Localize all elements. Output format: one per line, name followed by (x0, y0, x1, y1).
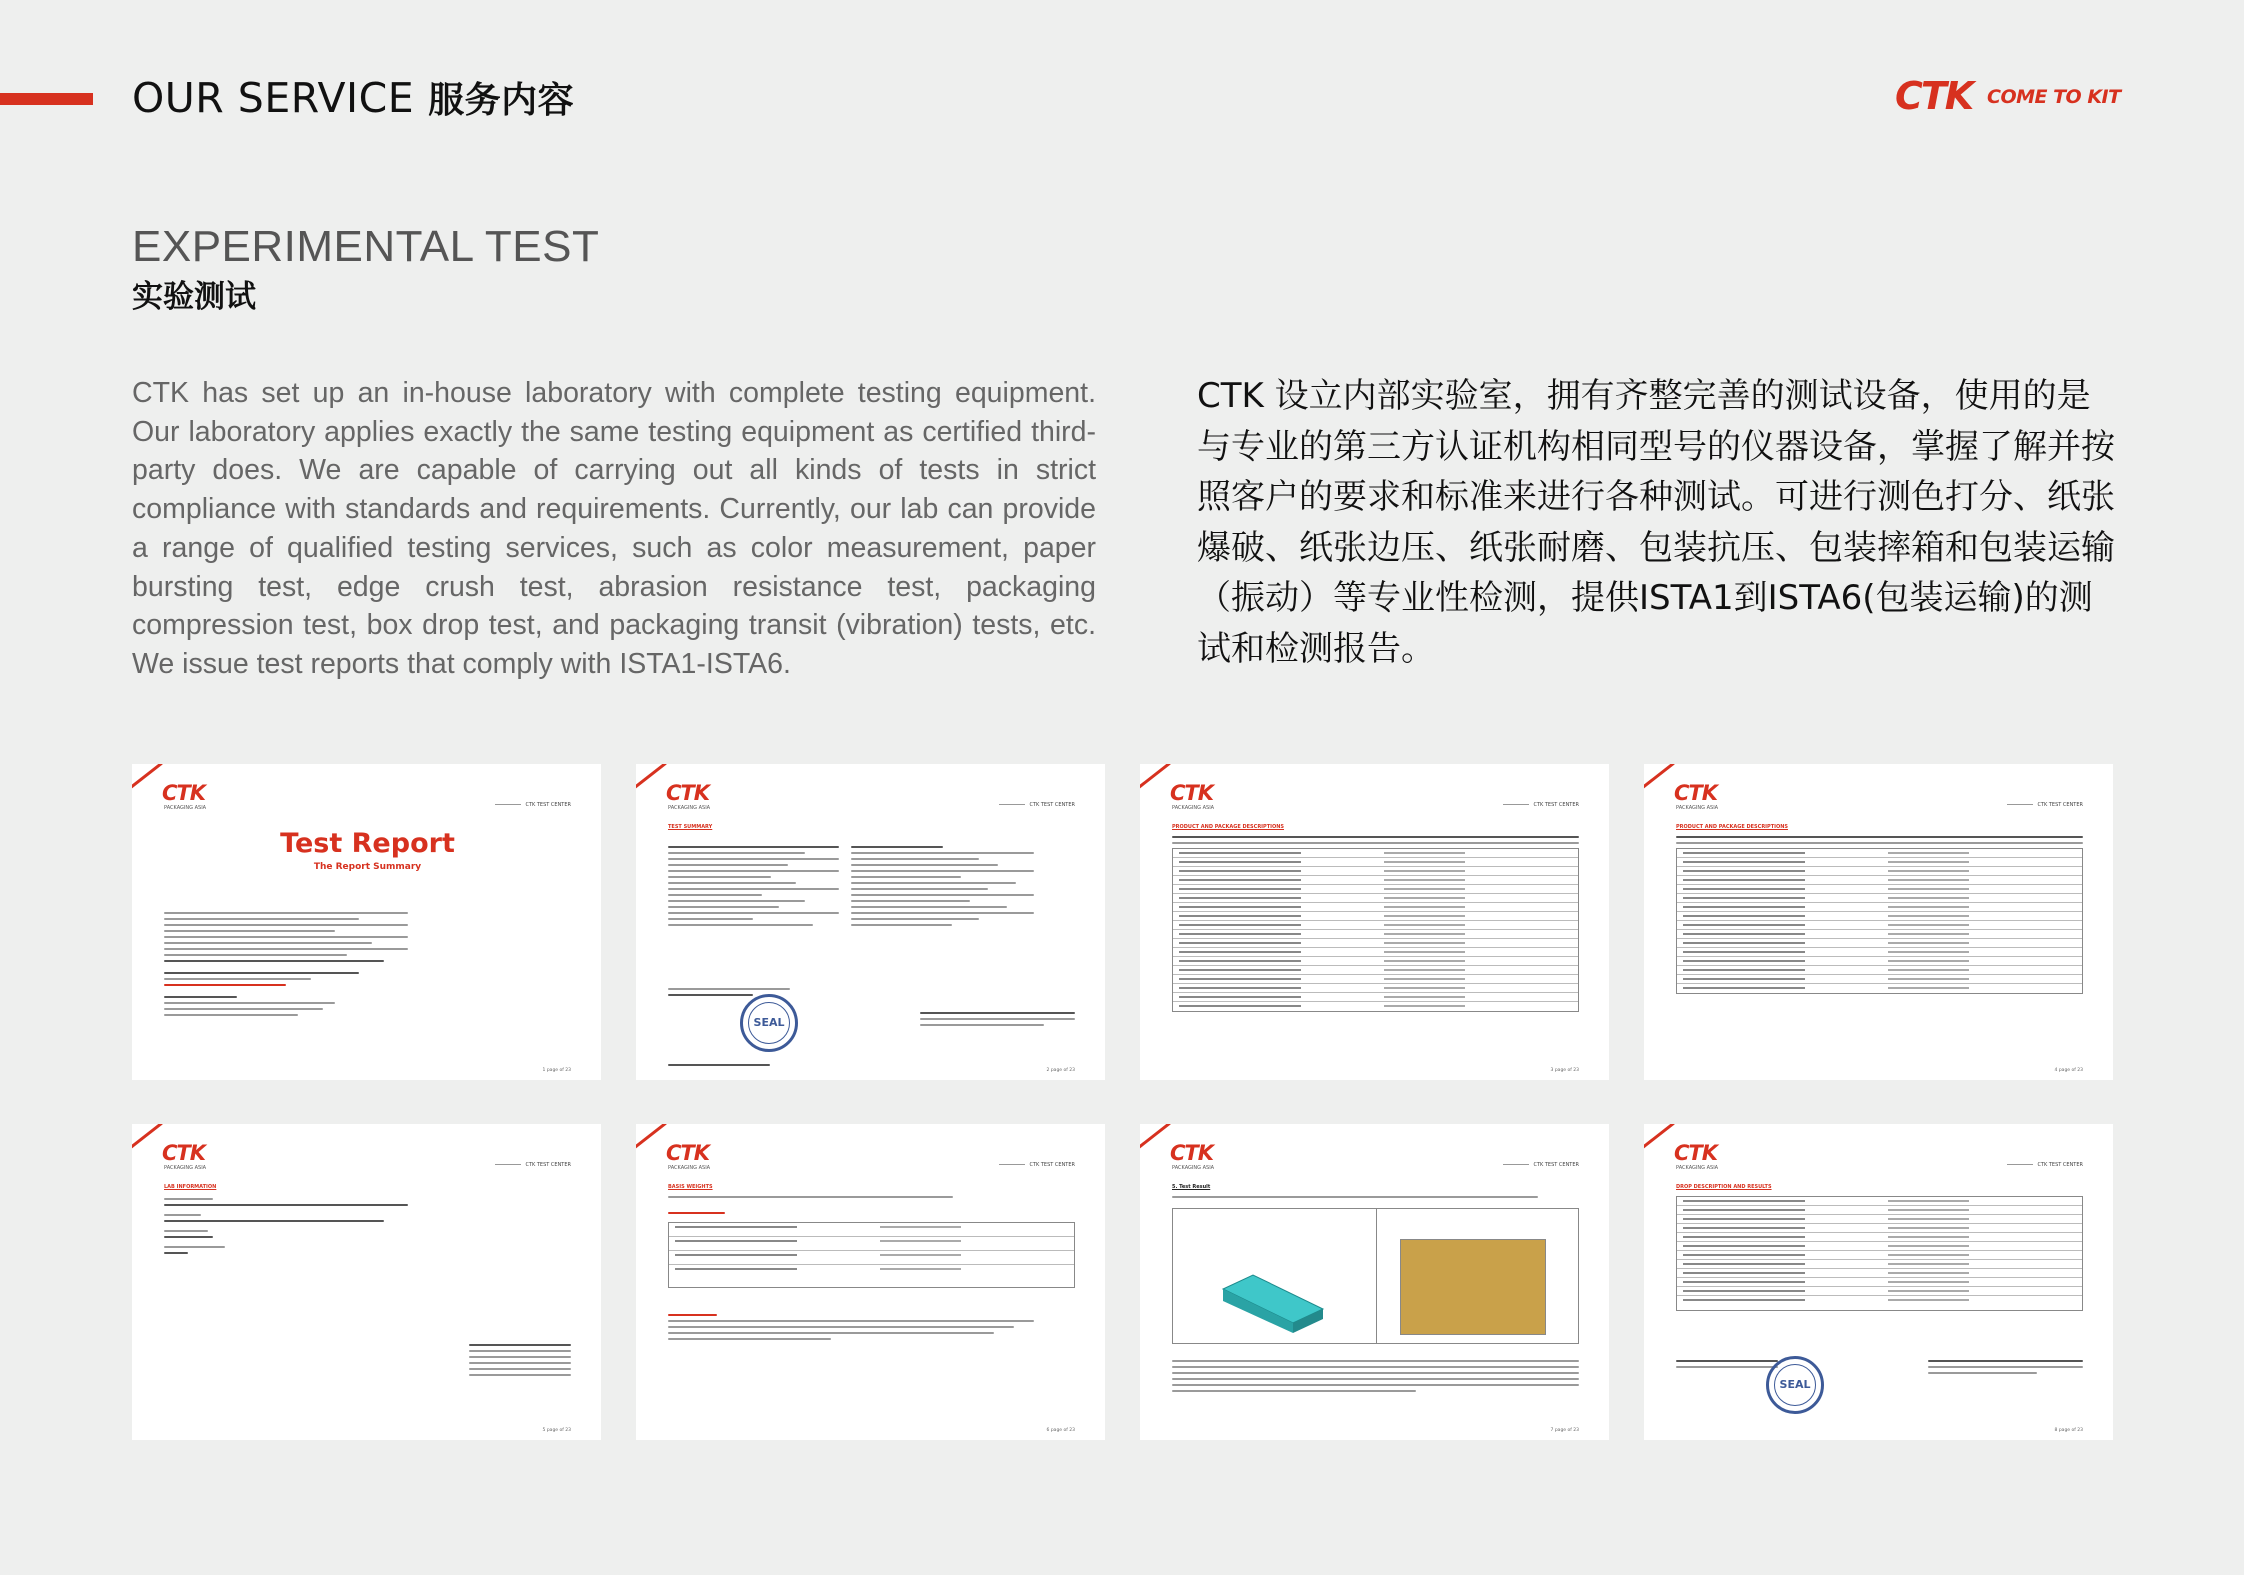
report-center-label: CTK TEST CENTER (971, 1162, 1075, 1168)
report-cover-title: Test Report (280, 828, 455, 859)
report-logo-sub: PACKAGING ASIA (1676, 1165, 1719, 1171)
report-page-number: 6 page of 23 (1046, 1428, 1075, 1433)
section-subtitle: 实验测试 (132, 279, 256, 315)
report-logo: CTK (1170, 781, 1214, 805)
test-report-gallery (132, 764, 2113, 1440)
report-logo-sub: PACKAGING ASIA (164, 1165, 207, 1171)
report-logo: CTK (1674, 781, 1718, 805)
report-logo-sub: PACKAGING ASIA (164, 805, 207, 811)
page-header-title (132, 72, 574, 123)
container-loading-diagram (1213, 1249, 1333, 1333)
report-logo-sub: PACKAGING ASIA (668, 1165, 711, 1171)
report-page-number: 3 page of 23 (1550, 1068, 1579, 1073)
report-center-label: CTK TEST CENTER (467, 1162, 571, 1168)
report-page-number: 2 page of 23 (1046, 1068, 1075, 1073)
report-center-label: CTK TEST CENTER (1979, 1162, 2083, 1168)
report-logo: CTK (666, 781, 710, 805)
package-photo (1400, 1239, 1546, 1335)
report-logo: CTK (1170, 1141, 1214, 1165)
report-seal: SEAL (740, 994, 798, 1052)
report-logo-sub: PACKAGING ASIA (1172, 805, 1215, 811)
logo-slogan: COME TO KIT (1987, 86, 2121, 108)
report-center-label: CTK TEST CENTER (1475, 1162, 1579, 1168)
report-section-heading: BASIS WEIGHTS (668, 1184, 713, 1190)
header-accent-bar (0, 93, 93, 105)
report-center-label: CTK TEST CENTER (971, 802, 1075, 808)
report-thumbnail-drop-results (1644, 1124, 2113, 1440)
report-thumbnail-product-description (1140, 764, 1609, 1080)
ctk-logo (1893, 74, 2121, 118)
logo-brand: CTK (1895, 74, 1973, 118)
report-section-heading: 5. Test Result (1172, 1184, 1211, 1190)
report-section-heading: PRODUCT AND PACKAGE DESCRIPTIONS (1676, 824, 1789, 830)
report-section-heading: DROP DESCRIPTION AND RESULTS (1676, 1184, 1772, 1190)
header-title-en: OUR SERVICE (132, 74, 415, 122)
header-title-cn: 服务内容 (428, 80, 575, 121)
report-center-label: CTK TEST CENTER (1979, 802, 2083, 808)
report-section-heading: LAB INFORMATION (164, 1184, 217, 1190)
report-logo-sub: PACKAGING ASIA (1676, 805, 1719, 811)
report-logo: CTK (1674, 1141, 1718, 1165)
report-logo: CTK (162, 1141, 206, 1165)
report-seal: SEAL (1766, 1356, 1824, 1414)
report-center-label: CTK TEST CENTER (1475, 802, 1579, 808)
report-logo-sub: PACKAGING ASIA (668, 805, 711, 811)
report-page-number: 4 page of 23 (2054, 1068, 2083, 1073)
report-center-label: CTK TEST CENTER (467, 802, 571, 808)
report-logo-sub: PACKAGING ASIA (1172, 1165, 1215, 1171)
report-section-heading: TEST SUMMARY (668, 824, 713, 830)
report-page-number: 5 page of 23 (542, 1428, 571, 1433)
report-thumbnail-test-result (1140, 1124, 1609, 1440)
report-logo: CTK (666, 1141, 710, 1165)
report-thumbnail-basis-weights (636, 1124, 1105, 1440)
description-chinese: CTK 设立内部实验室，拥有齐整完善的测试设备，使用的是与专业的第三方认证机构相同型号的仪器设备，掌握了解并按照客户的要求和标准来进行各种测试。可进行测色打分、纸张爆破、纸张边压、纸张耐磨、包装抗压、包装摔箱和包装运输（振动）等专业性检测，提供ISTA1到ISTA6(包装运输)的测试和检测报告。 (1197, 376, 2115, 669)
report-cover-subtitle: The Report Summary (313, 862, 422, 872)
report-thumbnail-lab-information (132, 1124, 601, 1440)
report-section-heading: PRODUCT AND PACKAGE DESCRIPTIONS (1172, 824, 1285, 830)
report-page-number: 7 page of 23 (1550, 1428, 1579, 1433)
report-page-number: 1 page of 23 (542, 1068, 571, 1073)
report-thumbnail-cover (132, 764, 601, 1080)
report-thumbnail-package-description (1644, 764, 2113, 1080)
report-page-number: 8 page of 23 (2054, 1428, 2083, 1433)
report-logo: CTK (162, 781, 206, 805)
section-title: EXPERIMENTAL TEST (132, 222, 600, 271)
report-thumbnail-summary (636, 764, 1105, 1080)
description-english: CTK has set up an in-house laboratory with complete testing equipment. Our laboratory applies exactly the same testing equipment as certified third-party does. We are capable of carrying out all kinds of tests in strict compliance with standards and requirements. Currently, our lab can provide a range of qualified testing services, such as color measurement, paper bursting test, edge crush test, abrasion resistance test, packaging compression test, box drop test, and packaging transit (vibration) tests, etc. We issue test reports that comply with ISTA1-ISTA6. (132, 377, 1096, 680)
